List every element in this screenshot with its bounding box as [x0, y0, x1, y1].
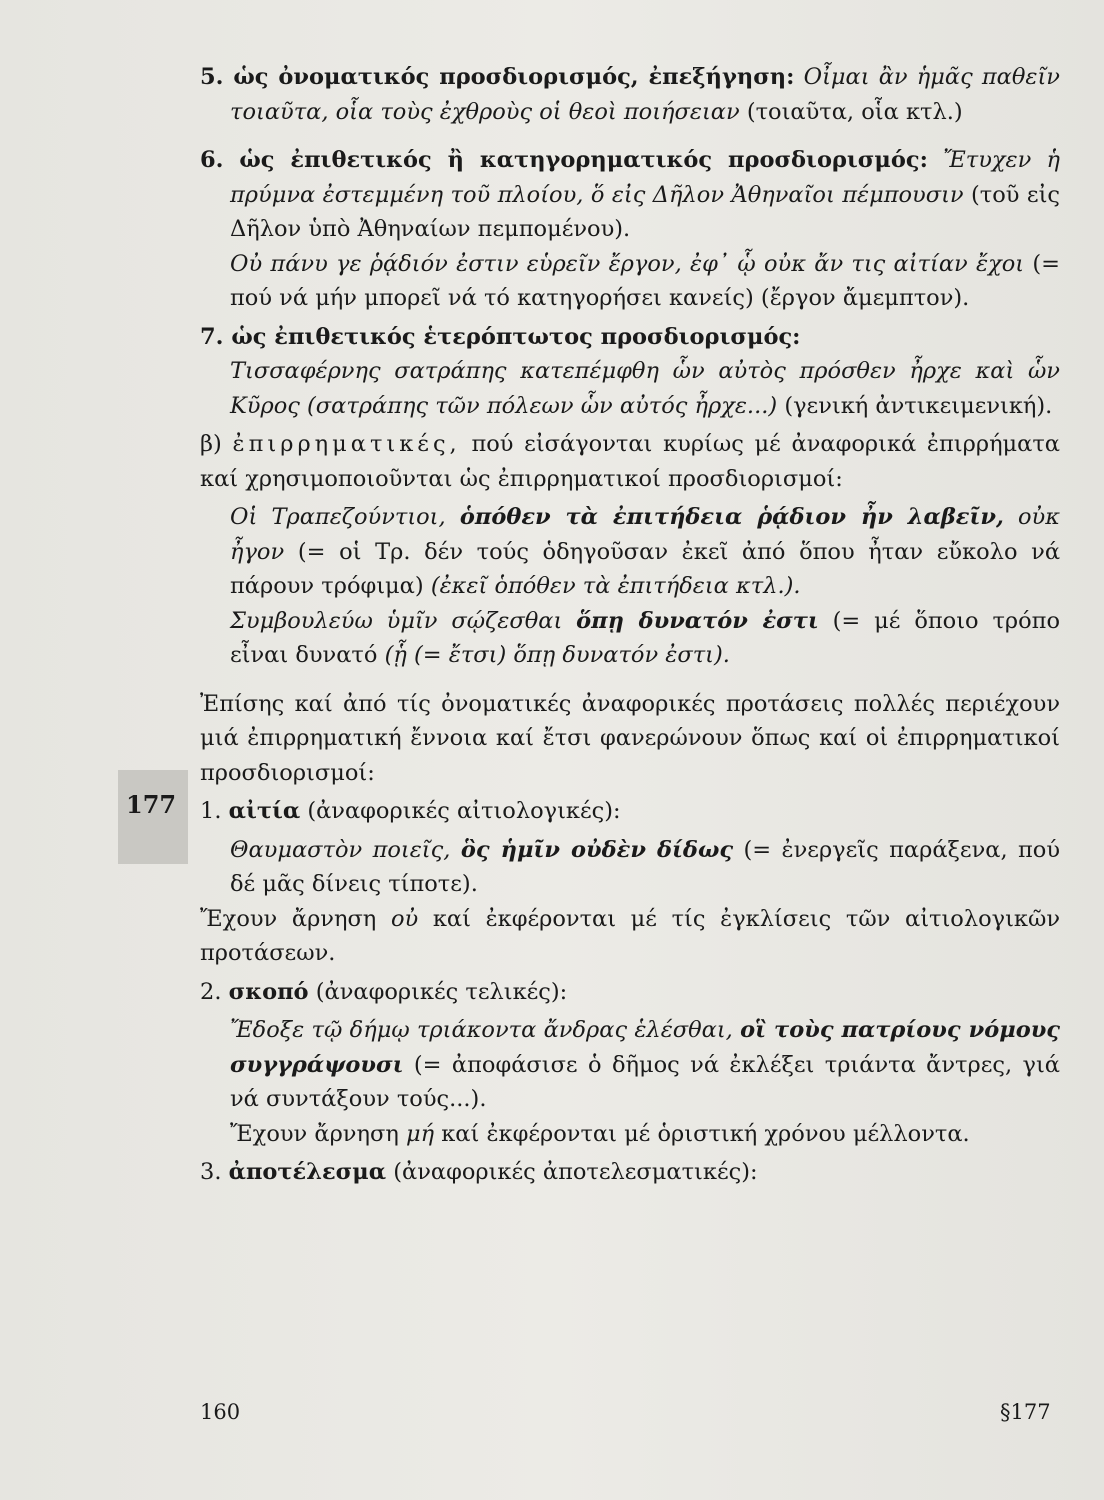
s177-point-2: [200, 975, 1060, 1010]
s177-n1-ex-a: Θαυμαστὸν ποιεῖς,: [230, 836, 451, 863]
beta-example-2: [200, 604, 1060, 673]
item-7: [200, 320, 1060, 355]
s177-n3-num: 3.: [200, 1159, 222, 1185]
item-5-note: (τοιαῦτα, οἷα κτλ.): [746, 98, 963, 125]
s177-point-1: [200, 794, 1060, 829]
beta-note-2b: (ᾗ (= ἔτσι) ὅπῃ δυνατόν ἐστι).: [384, 642, 730, 668]
s177-n1-neg-b: οὐ: [390, 905, 419, 932]
item-6-second: [200, 247, 1060, 316]
item-6-note-2: (= πού νά μήν μπορεῖ νά τό κατηγορήσει κανείς) (ἔργον ἄμεμπτον).: [230, 250, 1060, 311]
s177-n3-paren: (ἀναφορικές ἀποτελεσματικές):: [393, 1159, 758, 1185]
beta-term: ἐπιρρηματικές,: [232, 431, 461, 457]
item-6-example-2: Οὐ πάνυ γε ῥᾴδιόν ἐστιν εὑρεῖν ἔργον, ἐφ᾽ ᾧ οὐκ ἄν τις αἰτίαν ἔχοι: [230, 250, 1025, 277]
s177-point-1-example: [200, 833, 1060, 902]
beta-note-1b: (ἐκεῖ ὁπόθεν τὰ ἐπιτήδεια κτλ.).: [430, 573, 801, 599]
item-5: [200, 60, 1060, 129]
s177-n2-neg-a: Ἔχουν ἄρνηση: [230, 1120, 399, 1147]
beta-ex2-a: Συμβουλεύω ὑμῖν σῴζεσθαι: [230, 607, 563, 634]
item-6-example-1: Ἔτυχεν ἡ πρύμνα ἐστεμμένη τοῦ πλοίου, ὅ εἰς Δῆλον Ἀθηναῖοι πέμπουσιν: [230, 147, 1060, 208]
s177-n1-num: 1.: [200, 798, 222, 824]
section-reference: §177: [1000, 1400, 1051, 1424]
item-7-note: (γενική ἀντικειμενική).: [784, 392, 1053, 419]
body-text: [200, 60, 1060, 1190]
beta-label: β): [200, 431, 222, 457]
beta-example-1: [200, 500, 1060, 604]
s177-n2-num: 2.: [200, 978, 222, 1005]
item-6: [200, 143, 1060, 247]
beta-intro: [200, 427, 1060, 496]
s177-n2-ex-a: Ἔδοξε τῷ δήμῳ τριάκοντα ἄνδρας ἑλέσθαι,: [230, 1017, 733, 1043]
section-number: 177: [126, 790, 177, 819]
beta-note-1: (= οἱ Τρ. δέν τούς ὁδηγοῦσαν ἐκεῖ ἀπό ὅπου ἦταν εὔκολο νά πάρουν τρόφιμα): [230, 538, 1061, 599]
beta-ex1-c: οὐκ ἦγον: [230, 504, 1060, 565]
item-5-lead: 5. ὡς ὀνοματικός προσδιορισμός, ἐπεξήγηση:: [200, 64, 795, 90]
s177-point-1-negation: [200, 902, 1060, 971]
s177-n1-ex-b: ὃς ἡμῖν οὐδὲν δίδως: [460, 836, 734, 863]
item-6-note-1: (τοῦ εἰς Δῆλον ὑπὸ Ἀθηναίων πεμπομένου).: [230, 181, 1061, 242]
s177-n1-neg-a: Ἔχουν ἄρνηση: [200, 905, 377, 932]
beta-ex2-b: ὅπῃ δυνατόν ἐστι: [576, 607, 819, 634]
item-5-example: Οἶμαι ἂν ἡμᾶς παθεῖν τοιαῦτα, οἷα τοὺς ἐχθροὺς οἱ θεοὶ ποιήσειαν: [230, 64, 1060, 125]
item-7-body: [200, 354, 1060, 423]
beta-ex1-a: Οἱ Τραπεζούντιοι,: [230, 504, 446, 530]
page-number: 160: [200, 1400, 241, 1424]
section-177-intro-text: Ἐπίσης καί ἀπό τίς ὀνοματικές ἀναφορικές προτάσεις πολλές περιέχουν μιά ἐπιρρηματική ἔννοια καί ἔτσι φανερώνουν ὅπως καί οἱ ἐπιρρηματικοί προσδιορισμοί:: [200, 690, 1060, 786]
beta-note-2: (= μέ ὅποιο τρόπο εἶναι δυνατό: [230, 607, 1061, 668]
s177-point-2-negation: [200, 1117, 1060, 1152]
beta-ex1-b: ὁπόθεν τὰ ἐπιτήδεια ῥᾴδιον ἦν λαβεῖν,: [459, 504, 1004, 530]
item-7-example: Τισσαφέρνης σατράπης κατεπέμφθη ὧν αὐτὸς πρόσθεν ἦρχε καὶ ὧν Κῦρος (σατράπης τῶν πόλεων ὧν αὐτός ἦρχε...): [230, 358, 1060, 419]
s177-n2-ex-b: οἳ τοὺς πατρίους νόμους συγγράψουσι: [230, 1017, 1061, 1078]
s177-n1-neg-c: καί ἐκφέρονται μέ τίς ἐγκλίσεις τῶν αἰτιολογικῶν προτάσεων.: [200, 905, 1060, 966]
s177-n2-paren: (ἀναφορικές τελικές):: [315, 978, 568, 1005]
s177-n3-label: ἀποτέλεσμα: [228, 1159, 387, 1185]
beta-text: πού εἰσάγονται κυρίως μέ ἀναφορικά ἐπιρρήματα καί χρησιμοποιοῦνται ὡς ἐπιρρηματικοί προσδιορισμοί:: [200, 431, 1061, 492]
s177-n2-label: σκοπό: [228, 978, 309, 1005]
s177-n1-note: (= ἐνεργεῖς παράξενα, πού δέ μᾶς δίνεις τίποτε).: [230, 836, 1061, 897]
s177-point-2-example: [200, 1013, 1060, 1117]
section-177-intro: [200, 687, 1060, 791]
s177-point-3: [200, 1155, 1060, 1190]
s177-n2-neg-b: μή: [405, 1120, 435, 1147]
s177-n2-note: (= ἀποφάσισε ὁ δῆμος νά ἐκλέξει τριάντα ἄντρες, γιά νά συντάξουν τούς...).: [230, 1051, 1060, 1112]
s177-n2-neg-c: καί ἐκφέρονται μέ ὁριστική χρόνου μέλλοντα.: [441, 1120, 970, 1147]
item-7-lead: 7. ὡς ἐπιθετικός ἑτερόπτωτος προσδιορισμός:: [200, 323, 801, 350]
s177-n1-paren: (ἀναφορικές αἰτιολογικές):: [307, 798, 621, 824]
item-6-lead: 6. ὡς ἐπιθετικός ἢ κατηγορηματικός προσδιορισμός:: [200, 147, 928, 173]
s177-n1-label: αἰτία: [228, 798, 301, 824]
